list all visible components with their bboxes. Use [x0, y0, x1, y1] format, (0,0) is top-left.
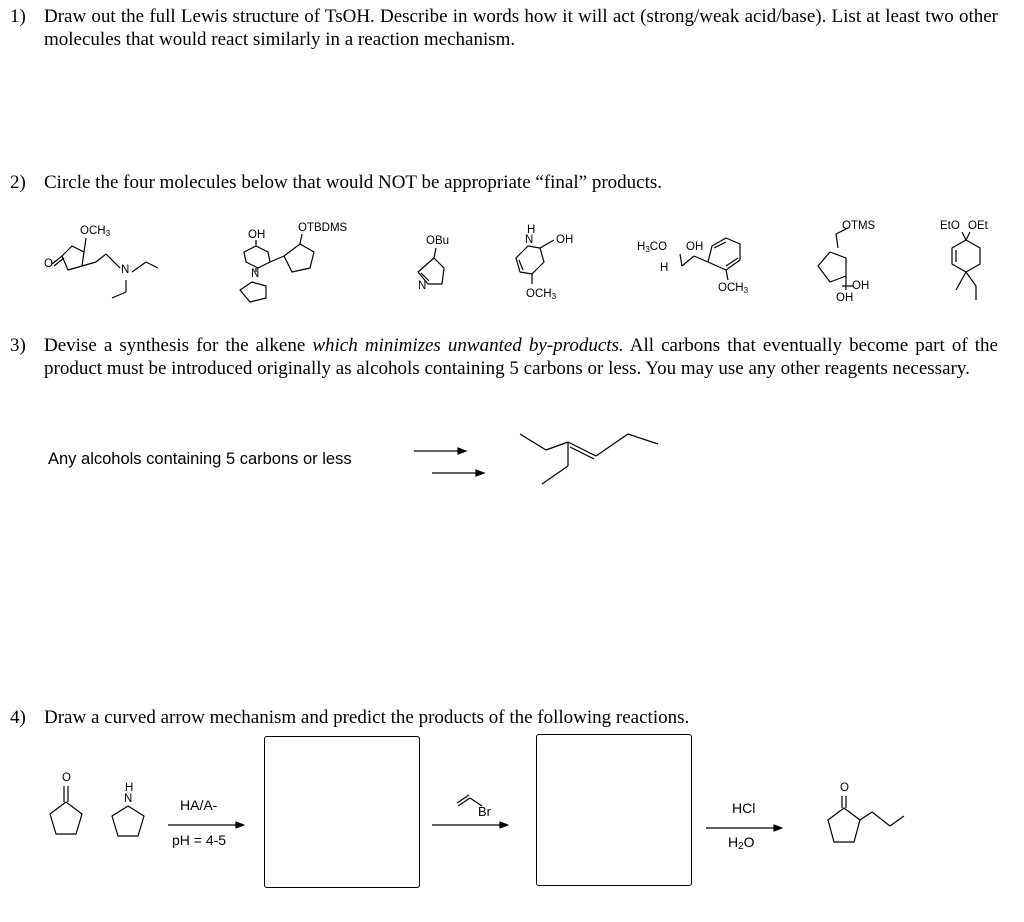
- m7-oet-label: OEt: [968, 220, 988, 232]
- q4-amine-h-label: H: [125, 782, 134, 794]
- m5-h-label: H: [660, 262, 669, 274]
- molecule-6-structure: [818, 228, 854, 290]
- question-4-number: 4): [10, 707, 26, 728]
- m2-otbdms-label: OTBDMS: [298, 222, 348, 234]
- q3-arrowhead-1: [458, 448, 466, 454]
- q4-reagent-1-top: HA/A-: [180, 797, 218, 813]
- q4-reagent-2-label: Br: [478, 804, 491, 819]
- m2-n-label: N: [251, 268, 260, 280]
- question-2-number: 2): [10, 172, 26, 193]
- question-4-text: Draw a curved arrow mechanism and predict the products of the following reactions.: [44, 707, 690, 728]
- m6-otms-label: OTMS: [842, 220, 876, 232]
- q4-arrowhead-3: [774, 825, 782, 831]
- q4-product-o-label: O: [840, 782, 849, 794]
- m5-och3-label: $OCH_3$: [718, 282, 749, 295]
- molecule-1-structure: [52, 238, 158, 298]
- answer-box-1[interactable]: [264, 736, 420, 888]
- molecule-4-structure: [516, 240, 554, 284]
- m1-och3-label: $OCH_3$: [80, 225, 111, 238]
- q4-amine-n-label: N: [124, 793, 133, 805]
- m5-oh-label: OH: [686, 241, 704, 253]
- answer-box-2[interactable]: [536, 734, 692, 886]
- q4-reagent-3-bottom: $H_2O$: [728, 834, 755, 852]
- m4-oh-label: OH: [556, 234, 574, 246]
- question-2-text: Circle the four molecules below that would NOT be appropriate “final” products.: [44, 172, 663, 193]
- m7-eto-label: EtO: [940, 220, 960, 232]
- m3-obu-label: OBu: [426, 235, 450, 247]
- q4-arrowhead-1: [236, 822, 244, 828]
- m1-n-label: N: [121, 264, 130, 276]
- question-3-number: 3): [10, 335, 26, 356]
- m4-och3-label: $OCH_3$: [526, 288, 557, 301]
- q4-arrowhead-2: [500, 822, 508, 828]
- m1-o-label: O: [44, 258, 53, 270]
- q3-alkene-structure: [520, 434, 658, 484]
- m3-n-label: N: [418, 280, 427, 292]
- q3-arrowhead-2: [476, 470, 484, 476]
- q4-product-structure: [828, 796, 904, 842]
- molecule-3-structure: [418, 248, 444, 284]
- m6-oh2-label: OH: [836, 292, 854, 304]
- q4-reagent-1-bottom: pH = 4-5: [172, 832, 227, 848]
- question-1-text: Draw out the full Lewis structure of TsOH. Describe in words how it will act (strong/weak acid/base). List at least two other molecules that would react similarly in a reaction mechanism.: [44, 6, 998, 50]
- question-4: [10, 706, 998, 730]
- question-1-number: 1): [10, 6, 26, 27]
- molecule-7-structure: [952, 232, 980, 300]
- m4-h-label: H: [527, 224, 536, 236]
- q3-reactant-text: Any alcohols containing 5 carbons or less: [48, 450, 352, 468]
- q4-cyclopentanone-structure: [50, 786, 82, 834]
- m4-n-label: N: [525, 234, 534, 246]
- m2-oh-label: OH: [248, 229, 266, 241]
- q2-structures: [0, 0, 1024, 330]
- q4-pyrrolidine-structure: [112, 806, 144, 836]
- m6-oh1-label: OH: [852, 280, 870, 292]
- q4-reagent-3-top: HCl: [732, 800, 756, 816]
- m5-h3co-label: $H_3CO$: [637, 241, 668, 254]
- question-3-text: Devise a synthesis for the alkene which minimizes unwanted by-products. All carbons that eventually become part of the product must be introduced originally as alcohols containing 5 carbons or less. You may use any other reagents necessary.: [44, 335, 998, 379]
- q4-ketone-o-label: O: [62, 772, 71, 784]
- question-3: [10, 334, 998, 406]
